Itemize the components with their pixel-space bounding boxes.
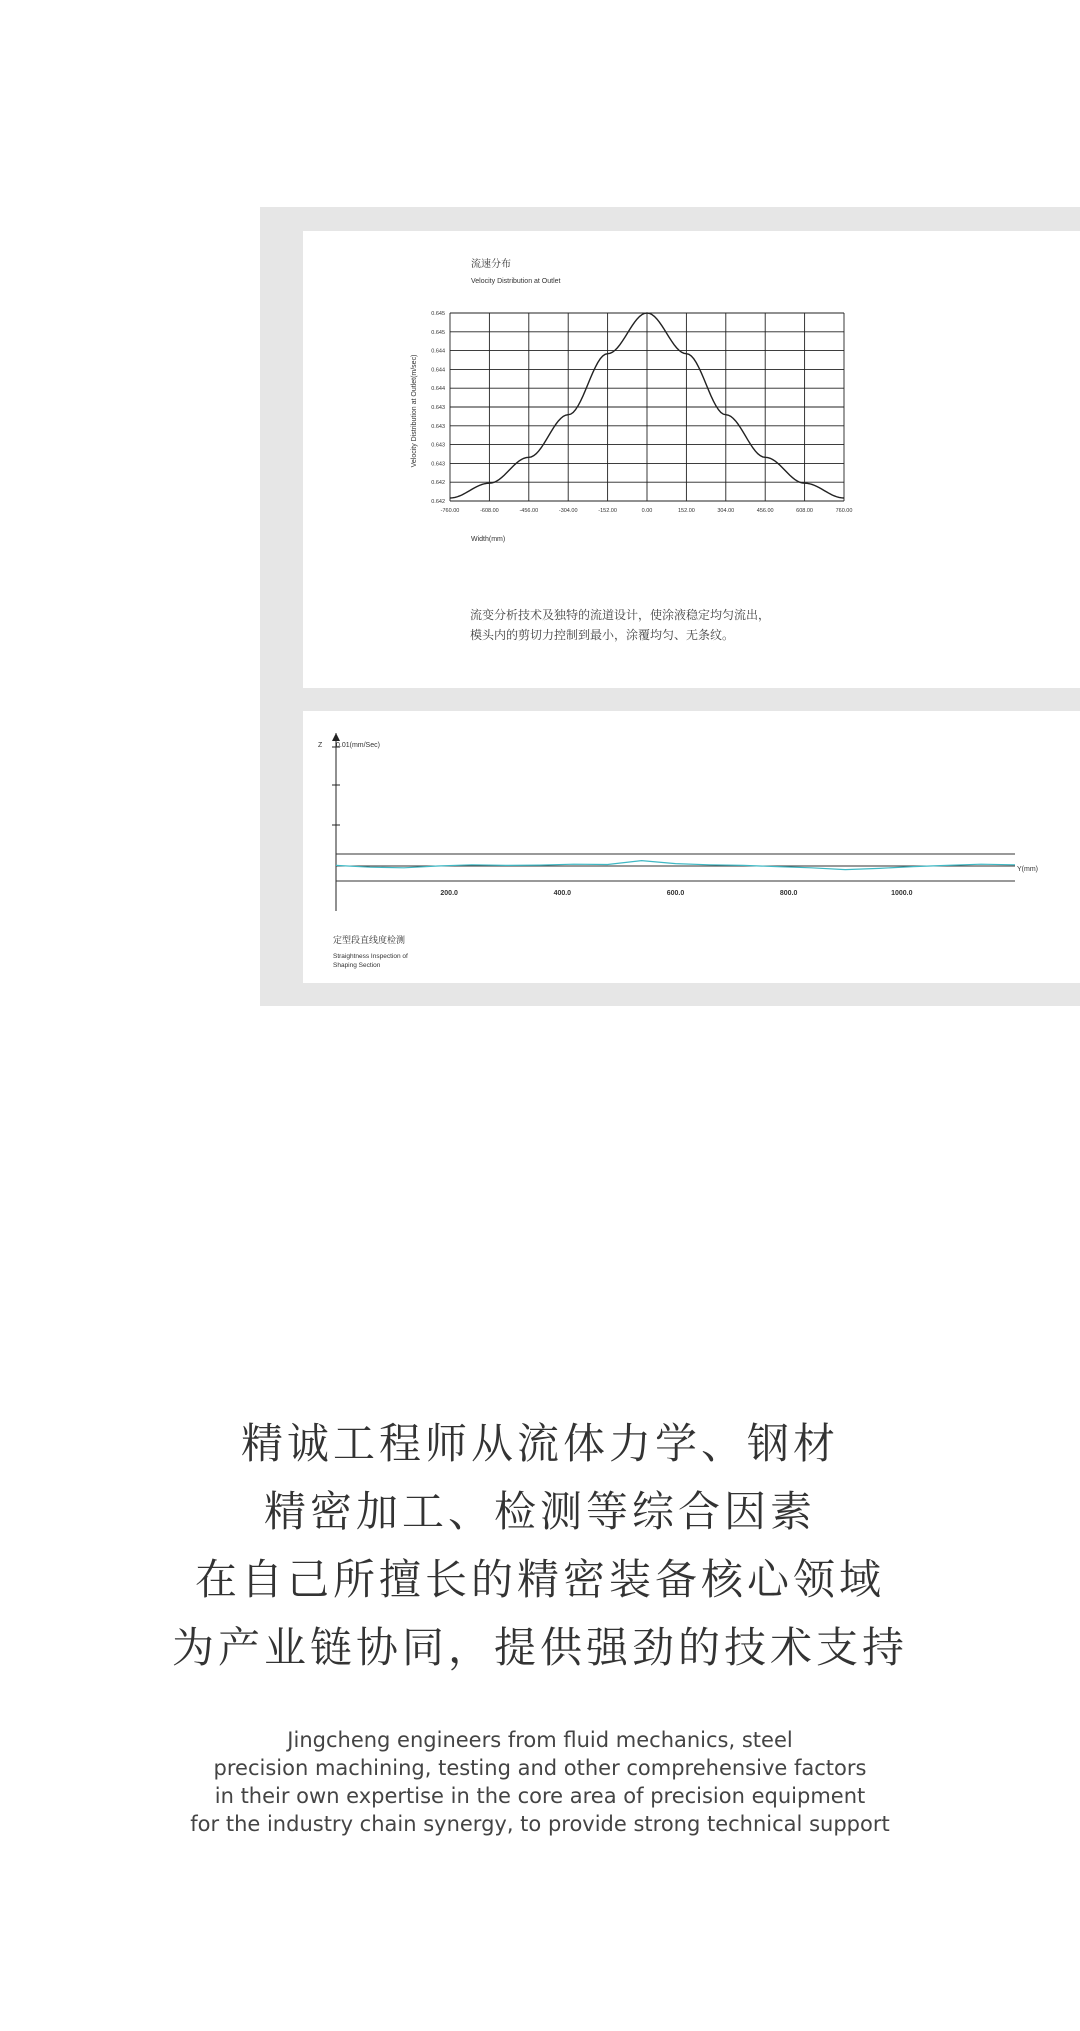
- chart2-x-ticks: [440, 890, 912, 897]
- chart1-y-tick-label: 0.645: [431, 311, 445, 317]
- headline-block: [0, 1410, 1080, 1682]
- chart1-y-tick-label: 0.643: [431, 423, 445, 430]
- chart1-x-tick-label: -152.00: [598, 508, 617, 514]
- headline-line: 为产业链协同，提供强劲的技术支持: [171, 1623, 908, 1672]
- chart1-x-tick-label: 0.00: [641, 508, 653, 514]
- chart2-x-tick-label: 200.0: [440, 890, 458, 897]
- chart1-y-ticks: [431, 311, 445, 505]
- headline-line: 在自己所擅长的精密装备核心领域: [194, 1555, 885, 1604]
- chart1-y-tick-label: 0.642: [431, 480, 445, 487]
- chart1-y-tick-label: 0.643: [431, 442, 445, 449]
- chart1-caption: [470, 605, 770, 645]
- chart2-subtitle-line: Straightness Inspection of: [333, 953, 408, 960]
- chart1-x-tick-label: -608.00: [480, 508, 499, 514]
- chart1-title: 流速分布: [471, 259, 511, 270]
- chart2-subtitle-line: Shaping Section: [333, 962, 381, 969]
- chart1-x-tick-label: -304.00: [558, 508, 578, 514]
- chart2-x-tick-label: 600.0: [666, 890, 685, 897]
- chart2-series-line: [336, 861, 1015, 870]
- headline-line: 精诚工程师从流体力学、钢材: [240, 1419, 839, 1468]
- chart1-x-ticks: [441, 508, 853, 514]
- chart1-x-tick-label: 456.00: [756, 508, 774, 514]
- chart1-y-tick-label: 0.643: [431, 461, 445, 468]
- chart1-x-tick-label: -760.00: [440, 508, 460, 514]
- english-description: [0, 1726, 1080, 1838]
- chart1-x-tick-label: 304.00: [717, 508, 735, 514]
- chart2-x-tick-label: 1000.0: [891, 890, 913, 897]
- chart1-xlabel: Width(mm): [471, 536, 506, 543]
- chart1-y-tick-label: 0.644: [431, 386, 445, 393]
- chart1-x-tick-label: 760.00: [835, 508, 853, 514]
- chart1-y-tick-label: 0.642: [431, 499, 445, 505]
- caption-line: 流变分析技术及独特的流道设计，使涂液稳定均匀流出，: [470, 608, 771, 622]
- chart1-ylabel: Velocity Distribution at Outlet(m/sec): [411, 354, 418, 468]
- chart2-y-unit: 0.01(mm/Sec): [336, 742, 380, 749]
- straightness-inspection-chart: [303, 711, 1080, 983]
- english-line: precision machining, testing and other comprehensive factors: [213, 1756, 867, 1780]
- chart1-y-tick-label: 0.643: [431, 405, 445, 411]
- chart2-x-tick-label: 400.0: [553, 890, 572, 897]
- straightness-chart-panel: [303, 711, 1080, 983]
- caption-line: 模头内的剪切力控制到最小，涂覆均匀、无条纹。: [470, 628, 735, 642]
- headline-line: 精密加工、检测等综合因素: [263, 1487, 816, 1536]
- chart2-x-axis-name: Y(mm): [1017, 866, 1038, 873]
- chart2-x-tick-label: 800.0: [779, 890, 798, 897]
- english-line: Jingcheng engineers from fluid mechanics, steel: [287, 1728, 793, 1752]
- english-line: in their own expertise in the core area of precision equipment: [214, 1784, 866, 1808]
- velocity-chart-panel: [303, 231, 1080, 688]
- chart2-y-axis-arrow: [332, 733, 340, 741]
- chart1-y-tick-label: 0.644: [431, 367, 445, 374]
- chart1-y-tick-label: 0.645: [431, 329, 445, 336]
- english-line: for the industry chain synergy, to provide strong technical support: [190, 1812, 890, 1836]
- chart2-axes: [332, 733, 1015, 911]
- chart1-x-tick-label: 152.00: [677, 508, 695, 514]
- chart2-title: 定型段直线度检测: [333, 935, 406, 945]
- chart1-x-tick-label: 608.00: [796, 508, 814, 514]
- chart1-x-tick-label: -456.00: [519, 508, 539, 514]
- chart1-grid: [450, 313, 844, 501]
- chart1-y-tick-label: 0.644: [431, 348, 445, 355]
- chart1-subtitle: Velocity Distribution at Outlet: [471, 278, 561, 285]
- chart2-y-axis-name: Z: [318, 742, 323, 749]
